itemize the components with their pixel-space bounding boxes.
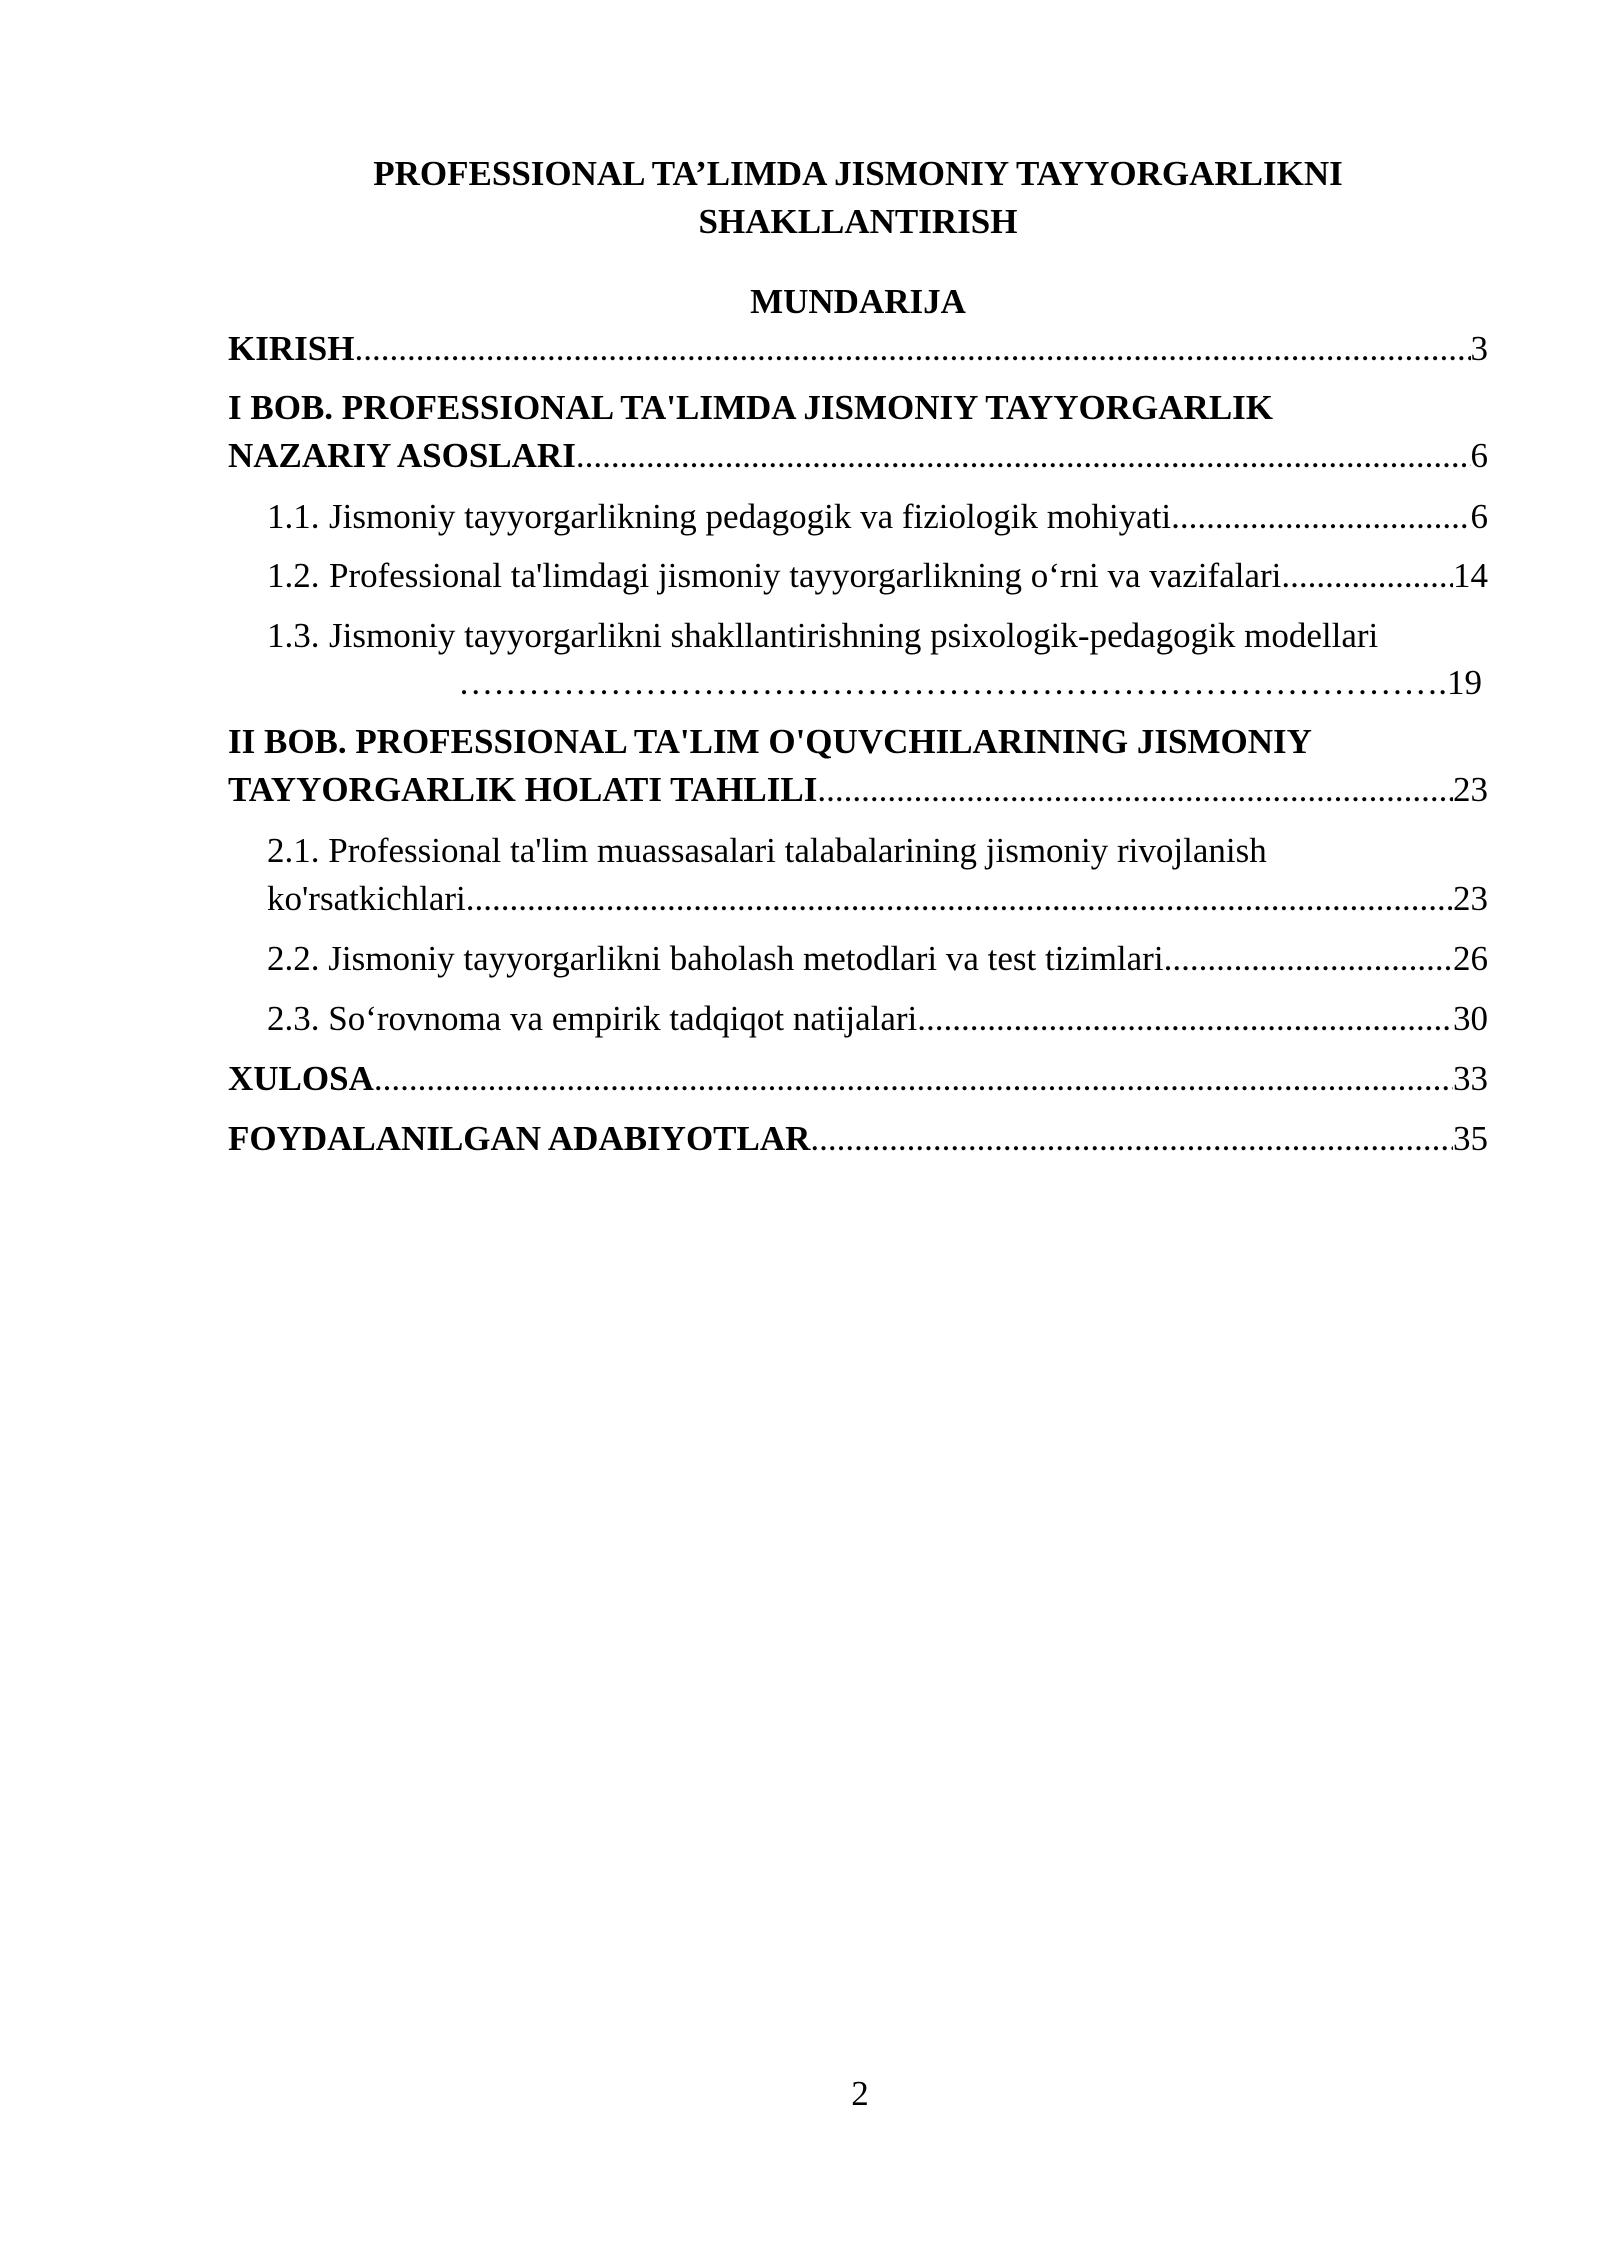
toc-entry-page: 19 (1447, 663, 1482, 702)
toc-entry-page: 35 (1453, 1119, 1488, 1158)
toc-leader-dots (1281, 552, 1453, 600)
toc-entry-page: 3 (1470, 329, 1488, 368)
toc-entry-label: 2.2. Jismoniy tayyorgarlikni baholash metodlari va test tizimlari (267, 939, 1164, 978)
document-title-line-1: PROFESSIONAL TA’LIMDA JISMONIY TAYYORGARLIKNI (373, 154, 1343, 193)
toc-leader-dots (576, 432, 1471, 480)
toc-leader-dots (810, 1115, 1453, 1163)
toc-entry-label: XULOSA (228, 1059, 374, 1098)
toc-entry-2-1-line1[interactable]: 2.1. Professional ta'lim muassasalari talabalarining jismoniy rivojlanish (267, 831, 1267, 870)
toc-entry-label: 2.3. So‘rovnoma va empirik tadqiqot natijalari (267, 999, 918, 1038)
toc-entry-2-1[interactable] (267, 875, 1488, 923)
toc-entry-page: 14 (1453, 556, 1488, 595)
toc-entry-kirish[interactable] (228, 325, 1488, 373)
toc-entry-chapter2[interactable] (228, 766, 1488, 814)
toc-leader-dots (917, 995, 1453, 1043)
toc-chapter1-line1[interactable]: I BOB. PROFESSIONAL TA'LIMDA JISMONIY TAYYORGARLIK (228, 388, 1274, 427)
toc-leader-dots (1171, 493, 1470, 541)
toc-entry-label: Jismoniy tayyorgarlikni shakllantirishning psixologik-pedagogik modellari (329, 616, 1379, 655)
toc-entry-label: ko'rsatkichlari (267, 879, 466, 918)
toc-entry-page: 33 (1453, 1059, 1488, 1098)
toc-entry-1-2[interactable] (267, 552, 1488, 600)
toc-entry-label: FOYDALANILGAN ADABIYOTLAR (228, 1119, 811, 1158)
toc-entry-xulosa[interactable] (228, 1055, 1488, 1103)
toc-entry-number: 1.3. (267, 616, 320, 655)
toc-entry-2-2[interactable] (267, 935, 1488, 983)
toc-entry-1-3[interactable] (267, 612, 1488, 660)
toc-leader-dots (374, 1055, 1453, 1103)
toc-entry-label: TAYYORGARLIK HOLATI TAHLILI (228, 770, 818, 809)
toc-entry-1-3-leader (378, 659, 1482, 707)
page-number: 2 (851, 2074, 869, 2113)
toc-entry-page: 6 (1470, 497, 1488, 536)
toc-entry-2-3[interactable] (267, 995, 1488, 1043)
toc-entry-number: 1.1. (267, 497, 320, 536)
toc-leader-dots (354, 325, 1470, 373)
toc-entry-page: 23 (1453, 879, 1488, 918)
toc-entry-page: 23 (1453, 770, 1488, 809)
toc-entry-1-1[interactable] (267, 493, 1488, 541)
document-title-line-2: SHAKLLANTIRISH (698, 202, 1018, 241)
toc-heading: MUNDARIJA (750, 282, 966, 321)
toc-entry-chapter1[interactable] (228, 432, 1488, 480)
toc-chapter2-line1[interactable]: II BOB. PROFESSIONAL TA'LIM O'QUVCHILARINING JISMONIY (228, 722, 1312, 761)
toc-leader-dots (1164, 935, 1453, 983)
toc-entry-page: 6 (1470, 436, 1488, 475)
toc-entry-page: 30 (1453, 999, 1488, 1038)
toc-entry-page: 26 (1453, 939, 1488, 978)
toc-entry-label: Jismoniy tayyorgarlikning pedagogik va fiziologik mohiyati (329, 497, 1172, 536)
toc-entry-label: Professional ta'limdagi jismoniy tayyorgarlikning o‘rni va vazifalari (329, 556, 1282, 595)
document-title (228, 150, 1488, 246)
toc-leader-dots (466, 875, 1453, 923)
toc-leader-dots (817, 766, 1453, 814)
toc-entry-label: NAZARIY ASOSLARI (228, 436, 576, 475)
toc-entry-label: KIRISH (228, 329, 355, 368)
toc-entry-adabiyotlar[interactable] (228, 1115, 1488, 1163)
toc-leader-dots: …………………………………………………………………………. (458, 663, 1447, 702)
toc-entry-number: 1.2. (267, 556, 320, 595)
